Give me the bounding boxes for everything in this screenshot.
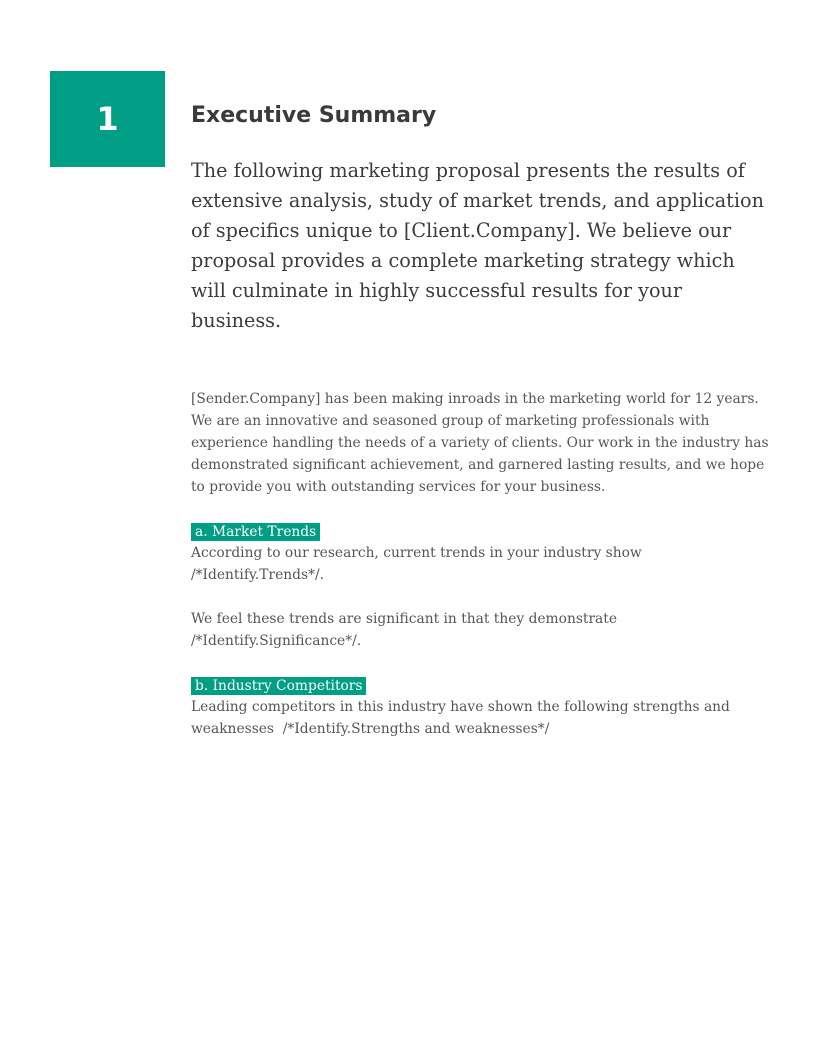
section-content <box>191 100 771 740</box>
competitors-heading <box>191 674 771 696</box>
intro-paragraph: [Sender.Company] has been making inroads in the marketing world for 12 years. We are an innovative and seasoned group of marketing professionals with experience handling the needs of a variety of clients. Our work in the industry has demonstrated significant achievement, and garnered lasting results, and we hope to provide you with outstanding services for your business. <box>191 391 769 495</box>
competitors-label: b. Industry Competitors <box>191 677 366 695</box>
competitors-paragraph-1: Leading competitors in this industry have shown the following strengths and weaknesses /*Identify.Strengths and weaknesses*/ <box>191 699 735 737</box>
market-trends-paragraph-1: According to our research, current trends in your industry show /*Identify.Trends*/. <box>191 545 642 583</box>
market-trends-paragraph-2: We feel these trends are significant in that they demonstrate /*Identify.Significance*/. <box>191 611 617 649</box>
section-title: Executive Summary <box>191 103 437 128</box>
section-number-badge <box>50 71 165 167</box>
section-number: 1 <box>96 100 119 138</box>
market-trends-label: a. Market Trends <box>191 523 320 541</box>
market-trends-heading <box>191 520 771 542</box>
lead-paragraph: The following marketing proposal presents the results of extensive analysis, study of market trends, and application of specifics unique to [Client.Company]. We believe our proposal provides a complete marketing strategy which will culminate in highly successful results for your business. <box>191 159 764 332</box>
